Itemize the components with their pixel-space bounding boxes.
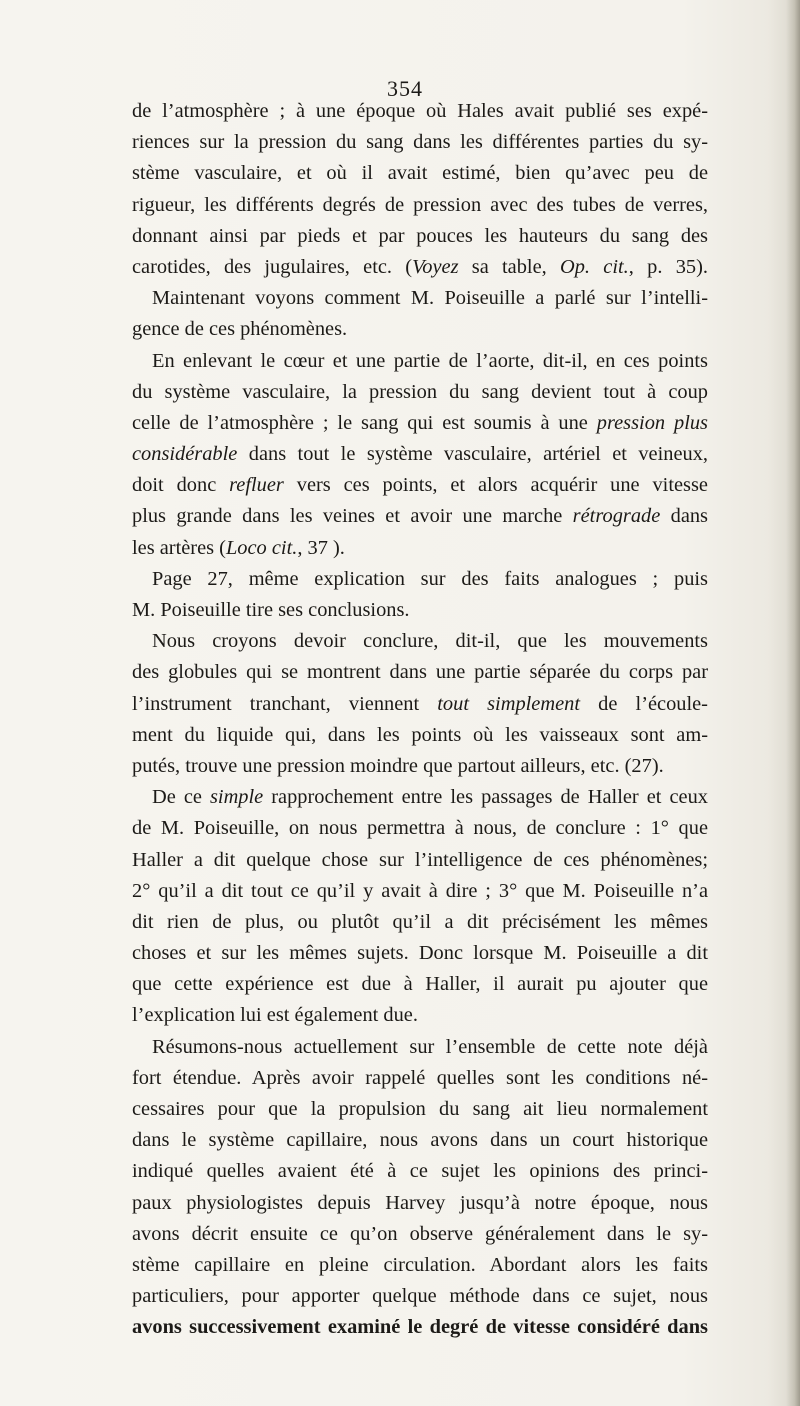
- text-line: donnant ainsi par pieds et par pouces les hauteurs du sang des: [132, 224, 708, 247]
- text-line: rigueur, les différents degrés de pression avec des tubes de verres,: [132, 193, 708, 216]
- text-line: du système vasculaire, la pression du sang devient tout à coup: [132, 380, 708, 403]
- italic-run: Voyez: [412, 255, 459, 278]
- text-run: dans: [660, 505, 708, 528]
- italic-run: Op. cit.: [560, 255, 629, 278]
- text-run: sa table,: [458, 255, 561, 278]
- paragraph-start-line: En enlevant le cœur et une partie de l’aorte, dit-il, en ces points: [152, 349, 708, 372]
- text-line: stème capillaire en pleine circulation. Abordant alors les faits: [132, 1253, 708, 1276]
- text-run: De ce: [152, 786, 210, 809]
- paragraph-start-line: Résumons-nous actuellement sur l’ensemble de cette note déjà: [152, 1035, 708, 1058]
- text-line: fort étendue. Après avoir rappelé quelles sont les conditions né-: [132, 1066, 708, 1089]
- paragraph-start-line: Page 27, même explication sur des faits analogues ; puis: [152, 567, 708, 590]
- text-line: [132, 408, 708, 439]
- text-line: riences sur la pression du sang dans les différentes parties du sy-: [132, 131, 708, 154]
- text-line: avons décrit ensuite ce qu’on observe généralement dans le sy-: [132, 1222, 708, 1245]
- text-line: particuliers, pour apporter quelque méthode dans ce sujet, nous: [132, 1285, 708, 1308]
- text-line: paux physiologistes depuis Harvey jusqu’à notre époque, nous: [132, 1191, 708, 1214]
- paragraph-end-line: putés, trouve une pression moindre que partout ailleurs, etc. (27).: [132, 754, 664, 777]
- italic-run: tout simplement: [437, 692, 580, 715]
- text-run: , p. 35).: [628, 255, 708, 278]
- text-run: celle de l’atmosphère ; le sang qui est soumis à une: [132, 411, 597, 434]
- body-text: [132, 96, 708, 1344]
- italic-run: pression plus: [596, 411, 708, 434]
- text-line: ment du liquide qui, dans les points où les vaisseaux sont am-: [132, 723, 708, 746]
- italic-run: rétrograde: [572, 505, 661, 528]
- italic-run: refluer: [229, 474, 284, 497]
- text-line: cessaires pour que la propulsion du sang ait lieu normalement: [132, 1098, 708, 1120]
- text-line: dit rien de plus, ou plutôt qu’il a dit précisément les mêmes: [132, 910, 708, 933]
- text-line: indiqué quelles avaient été à ce sujet les opinions des princi-: [132, 1160, 708, 1183]
- text-line: stème vasculaire, et où il avait estimé, bien qu’avec peu de: [132, 162, 708, 185]
- text-line: de M. Poiseuille, on nous permettra à nous, de conclure : 1° que: [132, 817, 708, 840]
- page-edge-shadow: [786, 0, 800, 1406]
- paragraph-end-line: M. Poiseuille tire ses conclusions.: [132, 599, 410, 621]
- text-line: dans le système capillaire, nous avons dans un court historique: [132, 1129, 708, 1152]
- paragraph-start-line: [132, 782, 708, 813]
- paragraph-start-line: Maintenant voyons comment M. Poiseuille a parlé sur l’intelli-: [152, 287, 708, 310]
- text-run: , 37 ).: [297, 536, 345, 559]
- text-run: les artères (: [132, 536, 226, 559]
- paragraph-end-line: [132, 533, 708, 564]
- text-run: l’instrument tranchant, viennent: [132, 692, 438, 715]
- text-line: [132, 501, 708, 532]
- text-run: vers ces points, et alors acquérir une vitesse: [283, 474, 708, 497]
- text-run: plus grande dans les veines et avoir une marche: [132, 505, 573, 528]
- text-run: rapprochement entre les passages de Haller et ceux: [263, 786, 708, 809]
- italic-run: Loco cit.: [225, 536, 298, 559]
- paragraph-end-line: l’explication lui est également due.: [132, 1004, 418, 1027]
- text-line: choses et sur les mêmes sujets. Donc lorsque M. Poiseuille a dit: [132, 942, 708, 965]
- text-line: que cette expérience est due à Haller, il aurait pu ajouter que: [132, 973, 708, 996]
- text-line: avons successivement examiné le degré de vitesse considéré dans: [132, 1316, 708, 1339]
- paragraph-end-line: gence de ces phénomènes.: [132, 318, 348, 341]
- text-line: [132, 439, 708, 470]
- italic-run: considérable: [132, 443, 238, 466]
- text-run: doit donc: [132, 474, 230, 497]
- text-run: dans tout le système vasculaire, artériel et veineux,: [237, 443, 708, 466]
- page-number: 354: [387, 76, 423, 101]
- text-line: 2° qu’il a dit tout ce qu’il y avait à dire ; 3° que M. Poiseuille n’a: [132, 879, 708, 902]
- paragraph-start-line: Nous croyons devoir conclure, dit-il, que les mouvements: [152, 630, 708, 653]
- text-line: des globules qui se montrent dans une partie séparée du corps par: [132, 661, 708, 684]
- text-line: [132, 689, 708, 720]
- text-run: carotides, des jugulaires, etc. (: [132, 255, 413, 278]
- text-line: de l’atmosphère ; à une époque où Hales avait publié ses expé-: [132, 100, 708, 122]
- text-line: Haller a dit quelque chose sur l’intelligence de ces phénomènes;: [132, 848, 708, 871]
- italic-run: simple: [209, 786, 264, 809]
- text-line: [132, 470, 708, 501]
- text-run: de l’écoule-: [580, 692, 708, 715]
- text-line: [132, 252, 708, 283]
